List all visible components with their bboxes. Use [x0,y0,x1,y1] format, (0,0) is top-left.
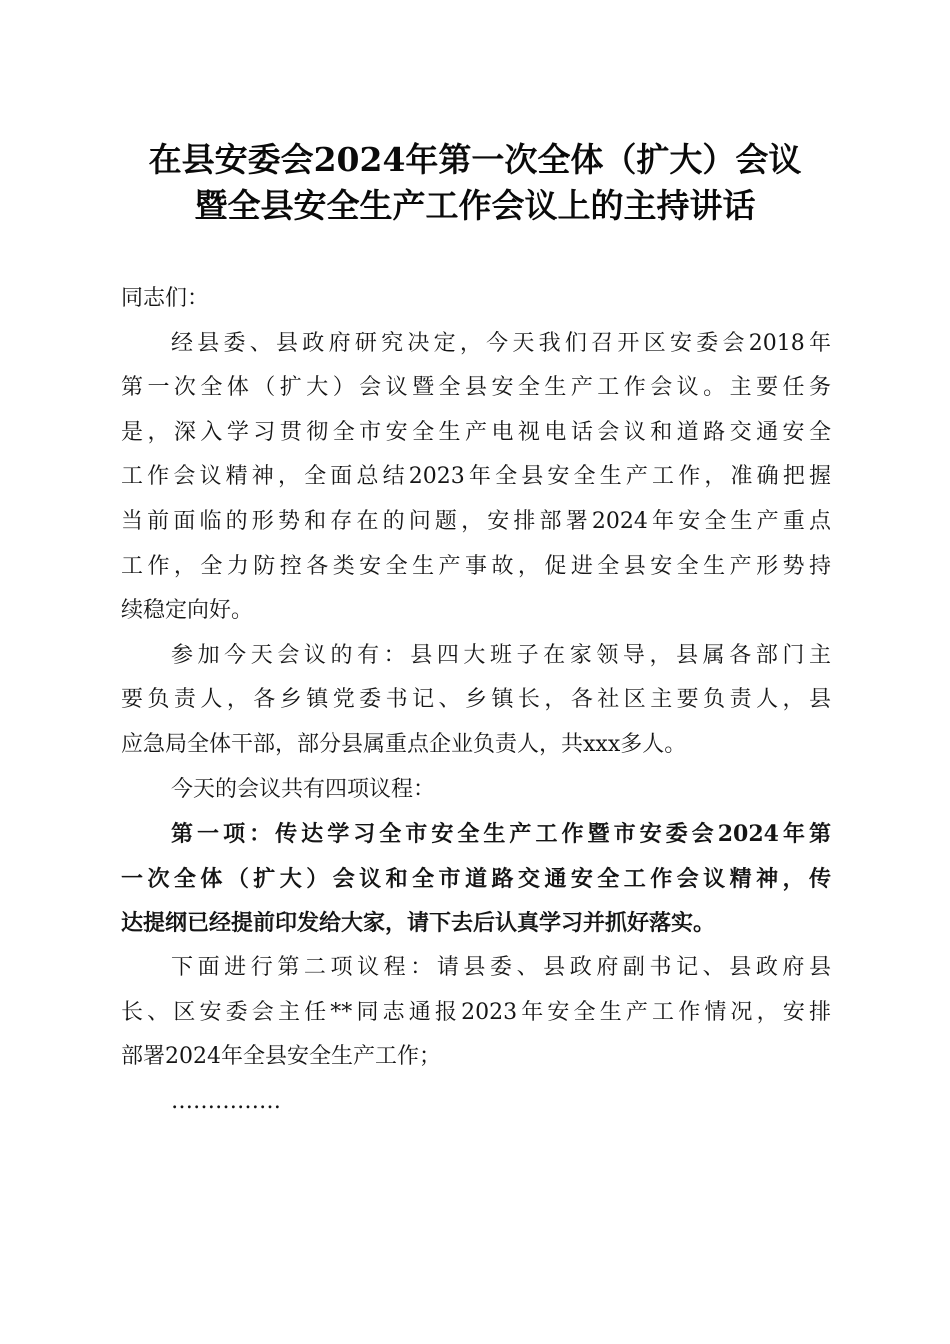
paragraph-line: 一次全体（扩大）会议和全市道路交通安全工作会议精神，传 [121,865,831,892]
paragraph-line: 要负责人，各乡镇党委书记、乡镇长，各社区主要负责人，县 [121,687,831,713]
paragraph-1 [121,322,831,634]
salutation-text: 同志们： [121,286,210,311]
paragraph-line: 下面进行第二项议程：请县委、县政府副书记、县政府县 [171,954,831,980]
paragraph-2 [121,634,831,768]
paragraph-line: 部署2024年全县安全生产工作； [121,1044,441,1070]
title-line-2: 暨全县安全生产工作会议上的主持讲话 [194,186,756,225]
paragraph-line: 应急局全体干部，部分县属重点企业负责人，共xxx多人。 [121,731,687,757]
paragraph-line: 长、区安委会主任**同志通报2023年安全生产工作情况，安排 [121,999,831,1025]
paragraph-3 [121,768,831,813]
paragraph-line: 达提纲已经提前印发给大家，请下去后认真学习并抓好落实。 [121,910,716,937]
paragraph-line: 第一项：传达学习全市安全生产工作暨市安委会2024年第 [171,821,831,848]
ellipsis-text: …………… [171,1088,281,1114]
paragraph-4 [121,812,831,946]
title-line-1: 在县安委会2024年第一次全体（扩大）会议 [148,140,802,179]
salutation [121,277,831,322]
paragraph-line: 第一次全体（扩大）会议暨全县安全生产工作会议。主要任务 [121,375,831,401]
paragraph-line: 工作会议精神，全面总结2023年全县安全生产工作，准确把握 [121,464,831,490]
paragraph-line: 是，深入学习贯彻全市安全生产电视电话会议和道路交通安全 [121,419,831,445]
paragraph-5 [121,946,831,1080]
paragraph-line: 续稳定向好。 [121,598,254,624]
document-body [121,277,831,1124]
ellipsis [121,1080,831,1125]
paragraph-line: 经县委、县政府研究决定，今天我们召开区安委会2018年 [171,330,831,356]
paragraph-line: 今天的会议共有四项议程： [171,776,436,802]
paragraph-line: 当前面临的形势和存在的问题，安排部署2024年安全生产重点 [121,508,831,534]
paragraph-line: 参加今天会议的有：县四大班子在家领导，县属各部门主 [171,642,831,668]
paragraph-line: 工作，全力防控各类安全生产事故，促进全县安全生产形势持 [121,553,831,579]
